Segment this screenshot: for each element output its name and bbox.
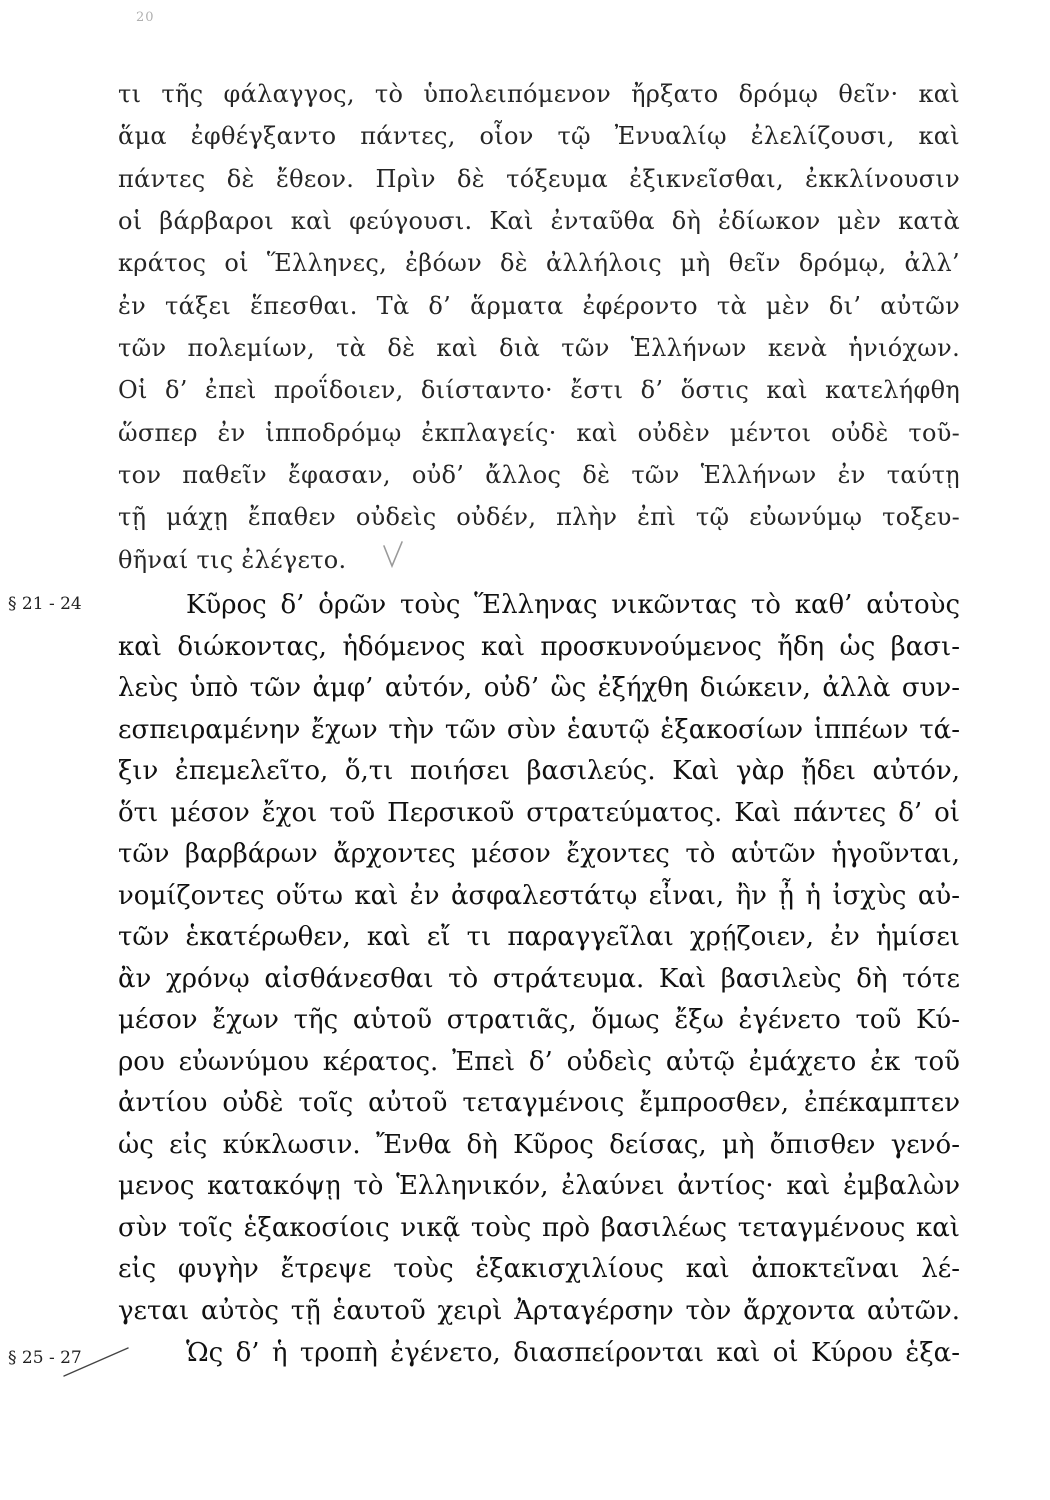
text-line: οἱ βάρβαροι καὶ φεύγουσι. Καὶ ἐνταῦθα δὴ ἐδίωκον μὲν κατὰ xyxy=(118,207,960,235)
text-line: μέσον ἔχων τῆς αὑτοῦ στρατιᾶς, ὅμως ἔξω ἐγένετο τοῦ Κύ- xyxy=(118,1005,960,1035)
text-line: ὡς εἰς κύκλωσιν. Ἔνθα δὴ Κῦρος δείσας, μὴ ὄπισθεν γενό- xyxy=(118,1130,960,1160)
text-line: ρου εὐωνύμου κέρατος. Ἐπεὶ δ’ οὐδεὶς αὐτῷ ἐμάχετο ἐκ τοῦ xyxy=(118,1047,960,1077)
text-line: τῶν πολεμίων, τὰ δὲ καὶ διὰ τῶν Ἑλλήνων κενὰ ἡνιόχων. xyxy=(118,334,960,362)
text-line: τῇ μάχῃ ἔπαθεν οὐδεὶς οὐδέν, πλὴν ἐπὶ τῷ εὐωνύμῳ τοξευ- xyxy=(118,503,960,531)
text-line: εσπειραμένην ἔχων τὴν τῶν σὺν ἑαυτῷ ἑξακοσίων ἱππέων τά- xyxy=(118,715,960,745)
text-line: λεὺς ὑπὸ τῶν ἀμφ’ αὐτόν, οὐδ’ ὣς ἐξήχθη διώκειν, ἀλλὰ συν- xyxy=(118,673,960,703)
text-line: ἐν τάξει ἕπεσθαι. Τὰ δ’ ἅρματα ἐφέροντο τὰ μὲν δι’ αὐτῶν xyxy=(118,292,960,320)
text-line: Οἱ δ’ ἐπεὶ προΐδοιεν, διίσταντο· ἔστι δ’ ὅστις καὶ κατελήφθη xyxy=(118,376,960,404)
text-line: εἰς φυγὴν ἔτρεψε τοὺς ἑξακισχιλίους καὶ ἀποκτεῖναι λέ- xyxy=(118,1254,960,1284)
text-line: τον παθεῖν ἔφασαν, οὐδ’ ἄλλος δὲ τῶν Ἑλλήνων ἐν ταύτῃ xyxy=(118,461,960,489)
text-line: πάντες δὲ ἔθεον. Πρὶν δὲ τόξευμα ἐξικνεῖσθαι, ἐκκλίνουσιν xyxy=(118,165,960,193)
margin-note-section: § 21 - 24 xyxy=(8,594,82,614)
text-line: ἀντίου οὐδὲ τοῖς αὐτοῦ τεταγμένοις ἔμπροσθεν, ἐπέκαμπτεν xyxy=(118,1088,960,1118)
text-line: ὥσπερ ἐν ἱπποδρόμῳ ἐκπλαγείς· καὶ οὐδὲν μέντοι οὐδὲ τοῦ- xyxy=(118,419,960,447)
text-line: ἂν χρόνῳ αἰσθάνεσθαι τὸ στράτευμα. Καὶ βασιλεὺς δὴ τότε xyxy=(118,964,960,994)
margin-note-section: § 25 - 27 xyxy=(8,1348,82,1368)
text-line: ξιν ἐπεμελεῖτο, ὅ,τι ποιήσει βασιλεύς. Καὶ γὰρ ᾔδει αὐτόν, xyxy=(118,756,960,786)
handwritten-stroke-icon xyxy=(60,1342,130,1382)
text-line: νομίζοντες οὕτω καὶ ἐν ἀσφαλεστάτῳ εἶναι, ἢν ᾖ ἡ ἰσχὺς αὐ- xyxy=(118,881,960,911)
text-line: ὅτι μέσον ἔχοι τοῦ Περσικοῦ στρατεύματος. Καὶ πάντες δ’ οἱ xyxy=(118,798,960,828)
text-line: τῶν ἑκατέρωθεν, καὶ εἴ τι παραγγεῖλαι χρῄζοιεν, ἐν ἡμίσει xyxy=(118,922,960,952)
text-line: καὶ διώκοντας, ἡδόμενος καὶ προσκυνούμενος ἤδη ὡς βασι- xyxy=(118,632,960,662)
handwritten-check-icon xyxy=(380,540,406,570)
text-line: ἅμα ἐφθέγξαντο πάντες, οἷον τῷ Ἐνυαλίῳ ἐλελίζουσι, καὶ xyxy=(118,122,960,150)
text-line: θῆναί τις ἐλέγετο. xyxy=(118,546,347,574)
text-line: τι τῆς φάλαγγος, τὸ ὑπολειπόμενον ἤρξατο δρόμῳ θεῖν· καὶ xyxy=(118,80,960,108)
page-number: 20 xyxy=(136,10,155,25)
text-line: κράτος οἱ Ἕλληνες, ἐβόων δὲ ἀλλήλοις μὴ θεῖν δρόμῳ, ἀλλ’ xyxy=(118,249,960,277)
text-line: Ὡς δ’ ἡ τροπὴ ἐγένετο, διασπείρονται καὶ οἱ Κύρου ἑξα- xyxy=(186,1338,960,1368)
text-line: μενος κατακόψῃ τὸ Ἑλληνικόν, ἐλαύνει ἀντίος· καὶ ἐμβαλὼν xyxy=(118,1171,960,1201)
text-line: τῶν βαρβάρων ἄρχοντες μέσον ἔχοντες τὸ αὑτῶν ἡγοῦνται, xyxy=(118,839,960,869)
text-line: γεται αὐτὸς τῇ ἑαυτοῦ χειρὶ Ἀρταγέρσην τὸν ἄρχοντα αὐτῶν. xyxy=(118,1296,960,1326)
text-line: σὺν τοῖς ἑξακοσίοις νικᾷ τοὺς πρὸ βασιλέως τεταγμένους καὶ xyxy=(118,1213,960,1243)
text-line: Κῦρος δ’ ὁρῶν τοὺς Ἕλληνας νικῶντας τὸ καθ’ αὑτοὺς xyxy=(186,590,960,620)
